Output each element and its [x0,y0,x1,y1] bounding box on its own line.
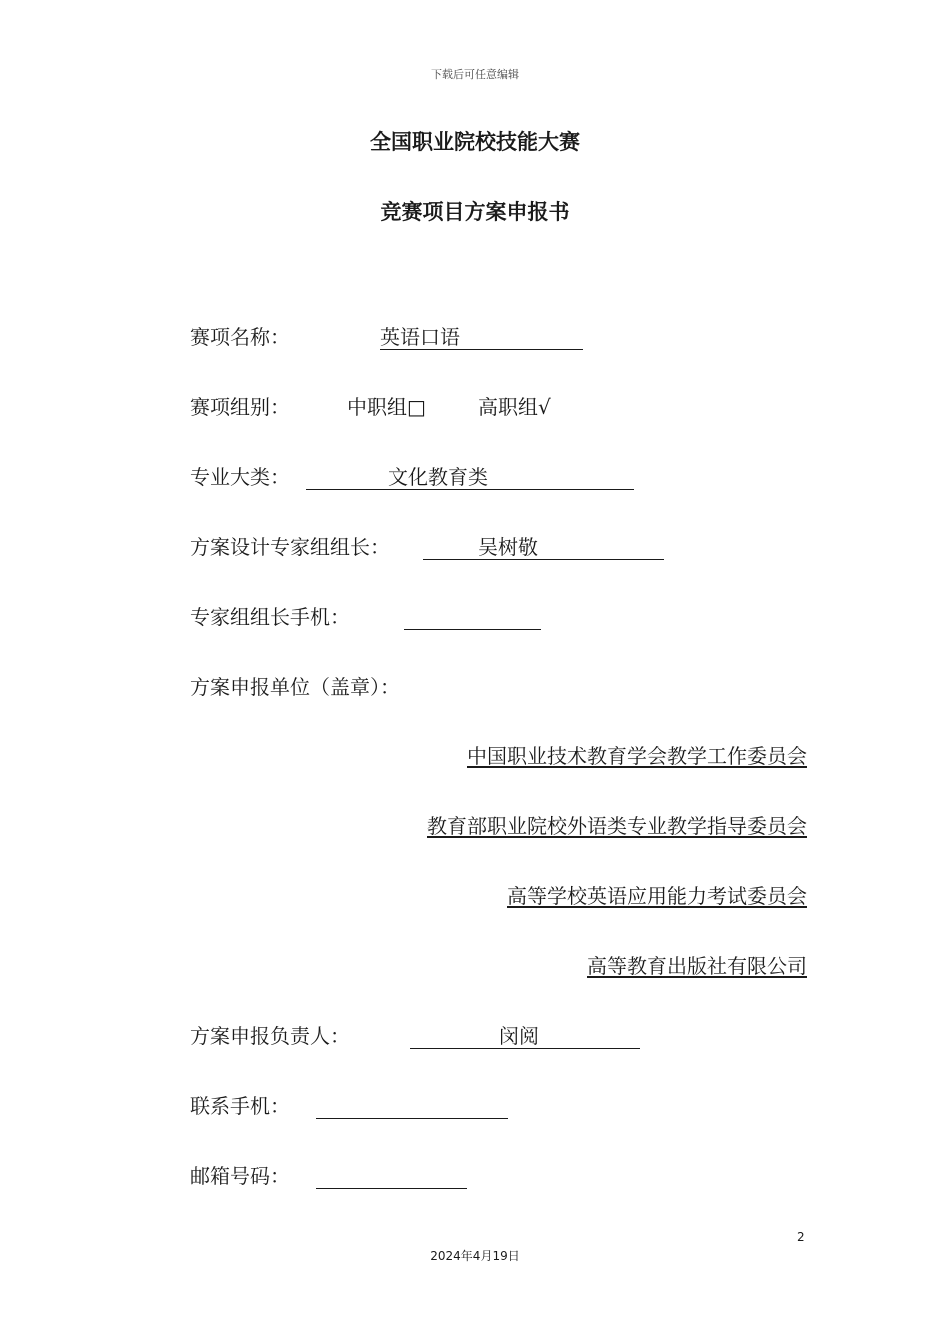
contact-phone-field[interactable] [316,1094,508,1119]
major-row [190,462,290,492]
group-option-higher[interactable]: 高职组√ [478,395,551,419]
responsible-value: 闵阅 [499,1024,539,1048]
unit-label: 方案申报单位（盖章）： [190,675,400,699]
unit-1: 中国职业技术教育学会教学工作委员会 [467,744,807,768]
page-number: 2 [797,1230,805,1244]
leader-value: 吴树敬 [478,535,538,559]
email-field[interactable] [316,1164,467,1189]
title-line2: 竞赛项目方案申报书 [380,200,570,224]
leader-row [190,532,390,562]
email-row [190,1161,290,1191]
footer-date: 2024年4月19日 [430,1249,520,1263]
responsible-row [190,1021,350,1051]
leader-phone-field[interactable] [404,605,541,630]
unit-row [190,672,400,702]
leader-phone-label: 专家组组长手机： [190,605,350,629]
group-row [190,392,290,422]
unit-2: 教育部职业院校外语类专业教学指导委员会 [427,814,807,838]
title-line1: 全国职业院校技能大赛 [370,130,580,154]
email-label: 邮箱号码： [190,1164,290,1188]
event-name-value: 英语口语 [380,325,460,349]
header-note: 下载后可任意编辑 [431,68,519,81]
major-field[interactable] [306,465,634,490]
leader-phone-row [190,602,350,632]
group-option-secondary[interactable]: 中职组□ [347,395,426,419]
event-name-label: 赛项名称： [190,325,290,349]
leader-field[interactable] [423,535,664,560]
group-label: 赛项组别： [190,395,290,419]
leader-label: 方案设计专家组组长： [190,535,390,559]
contact-phone-label: 联系手机： [190,1094,290,1118]
contact-phone-row [190,1091,290,1121]
major-label: 专业大类： [190,465,290,489]
event-name-row [190,322,290,352]
unit-3: 高等学校英语应用能力考试委员会 [507,884,807,908]
responsible-label: 方案申报负责人： [190,1024,350,1048]
unit-4: 高等教育出版社有限公司 [587,954,807,978]
responsible-field[interactable] [410,1024,640,1049]
event-name-field[interactable] [380,325,583,350]
major-value: 文化教育类 [388,465,488,489]
